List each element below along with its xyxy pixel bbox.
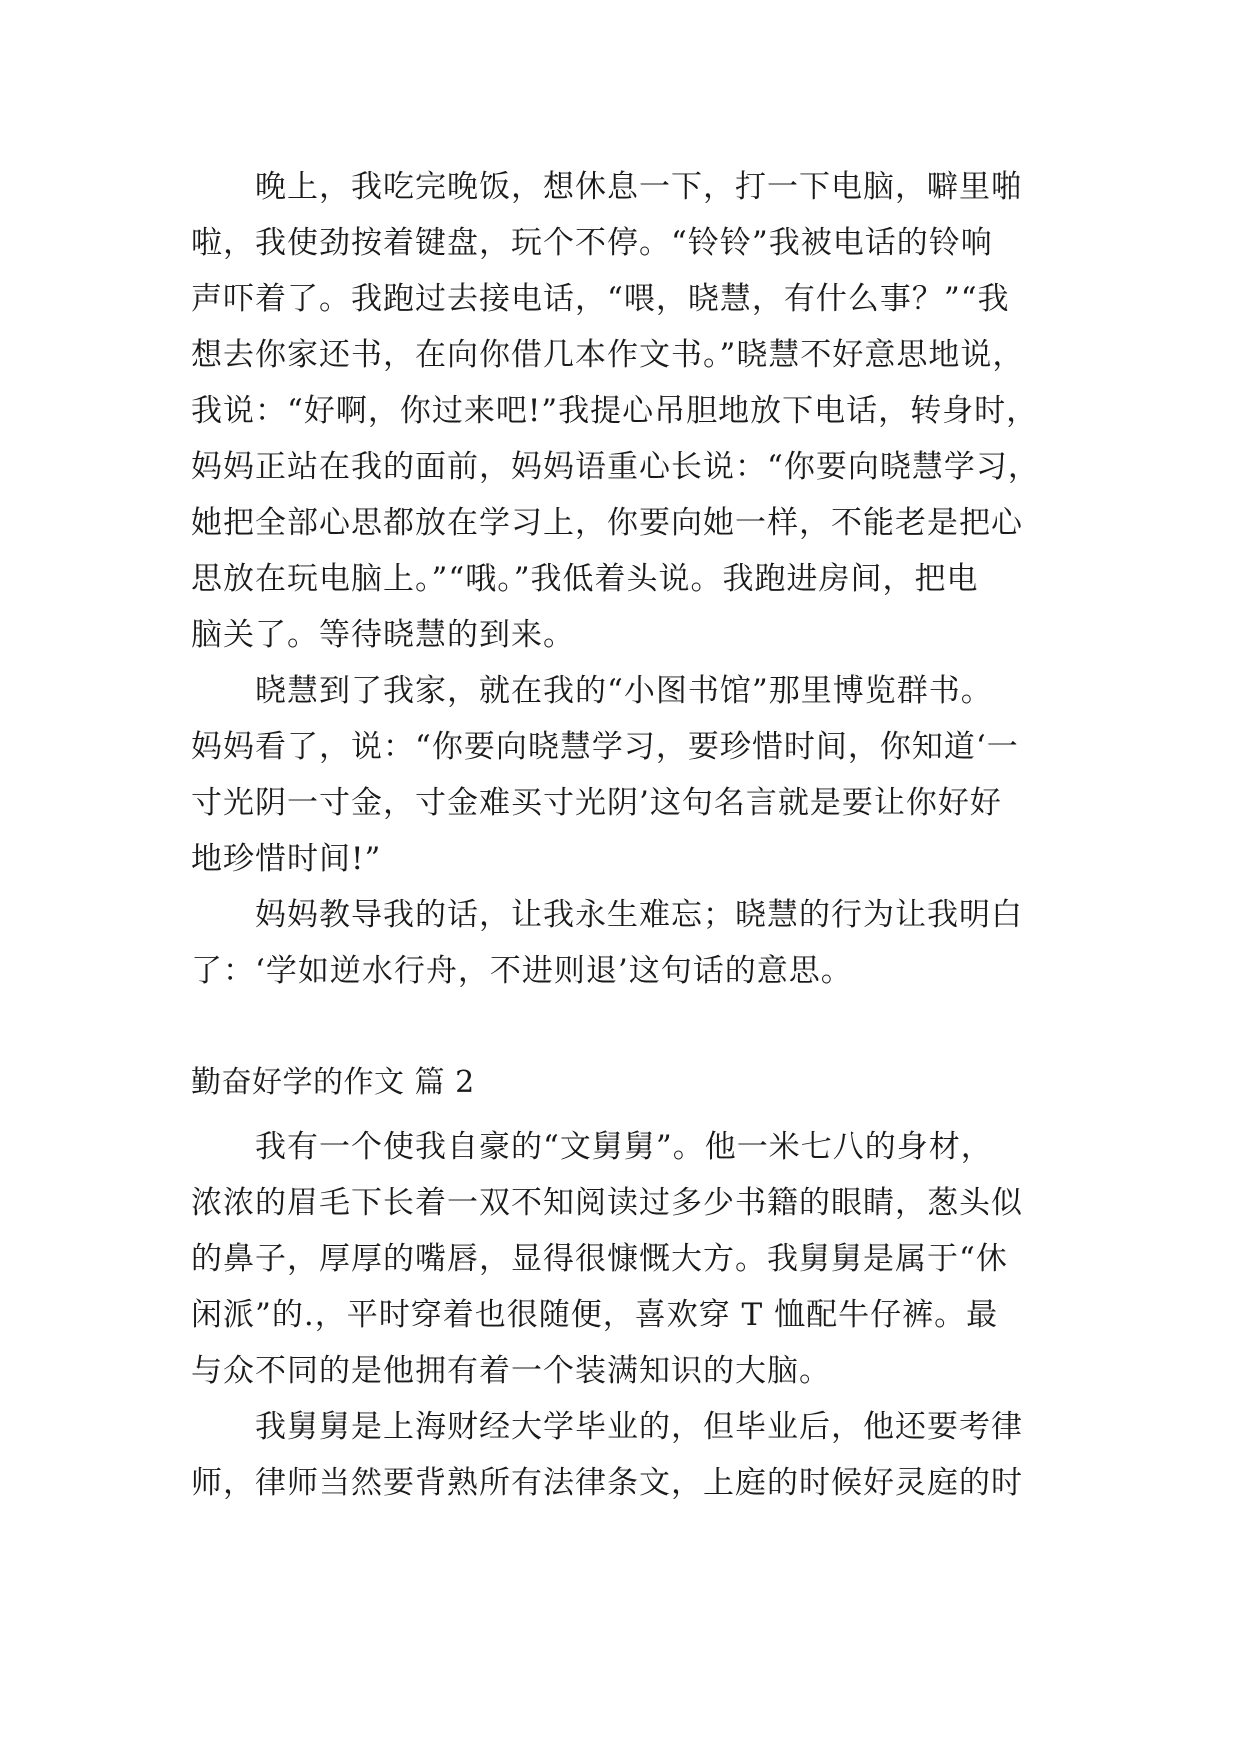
paragraph-1 bbox=[191, 167, 1061, 655]
text-line: 了：‘学如逆水行舟，不进则退’这句话的意思。 bbox=[191, 953, 853, 989]
text-line: 寸光阴一寸金，寸金难买寸光阴’这句名言就是要让你好好 bbox=[191, 785, 1002, 821]
text-line: 我有一个使我自豪的“文舅舅”。他一米七八的身材， bbox=[255, 1129, 993, 1165]
text-line: 我说：“好啊，你过来吧!”我提心吊胆地放下电话，转身时， bbox=[191, 393, 1039, 429]
paragraph-3 bbox=[191, 895, 1061, 991]
text-line: 地珍惜时间!” bbox=[191, 841, 382, 877]
text-line: 声吓着了。我跑过去接电话，“喂，晓慧，有什么事？”“我 bbox=[191, 281, 1010, 317]
text-line: 妈妈看了，说：“你要向晓慧学习，要珍惜时间，你知道‘一 bbox=[191, 729, 1019, 765]
text-line: 晚上，我吃完晚饭，想休息一下，打一下电脑，噼里啪 bbox=[255, 169, 1023, 205]
text-line: 闲派”的.，平时穿着也很随便，喜欢穿 T 恤配牛仔裤。最 bbox=[191, 1297, 999, 1333]
text-line: 浓浓的眉毛下长着一双不知阅读过多少书籍的眼睛，葱头似 bbox=[191, 1185, 1023, 1221]
paragraph-4 bbox=[191, 1127, 1061, 1391]
text-line: 想去你家还书，在向你借几本作文书。”晓慧不好意思地说， bbox=[191, 337, 1025, 373]
text-line: 妈妈正站在我的面前，妈妈语重心长说：“你要向晓慧学习， bbox=[191, 449, 1040, 485]
text-line: 她把全部心思都放在学习上，你要向她一样，不能老是把心 bbox=[191, 505, 1023, 541]
text-line: 晓慧到了我家，就在我的“小图书馆”那里博览群书。 bbox=[255, 673, 993, 709]
heading-text: 勤奋好学的作文 篇 2 bbox=[191, 1065, 475, 1100]
section-heading bbox=[191, 1063, 1061, 1103]
text-line: 我舅舅是上海财经大学毕业的，但毕业后，他还要考律 bbox=[255, 1409, 1023, 1445]
paragraph-2 bbox=[191, 671, 1061, 879]
text-line: 的鼻子，厚厚的嘴唇，显得很慷慨大方。我舅舅是属于“休 bbox=[191, 1241, 1008, 1277]
text-line: 妈妈教导我的话，让我永生难忘；晓慧的行为让我明白 bbox=[255, 897, 1023, 933]
text-line: 脑关了。等待晓慧的到来。 bbox=[191, 617, 575, 653]
text-line: 与众不同的是他拥有着一个装满知识的大脑。 bbox=[191, 1353, 831, 1389]
text-line: 啦，我使劲按着键盘，玩个不停。“铃铃”我被电话的铃响 bbox=[191, 225, 993, 261]
text-line: 师，律师当然要背熟所有法律条文，上庭的时候好灵庭的时 bbox=[191, 1465, 1023, 1501]
paragraph-5 bbox=[191, 1407, 1061, 1503]
text-line: 思放在玩电脑上。”“哦。”我低着头说。我跑进房间，把电 bbox=[191, 561, 979, 597]
